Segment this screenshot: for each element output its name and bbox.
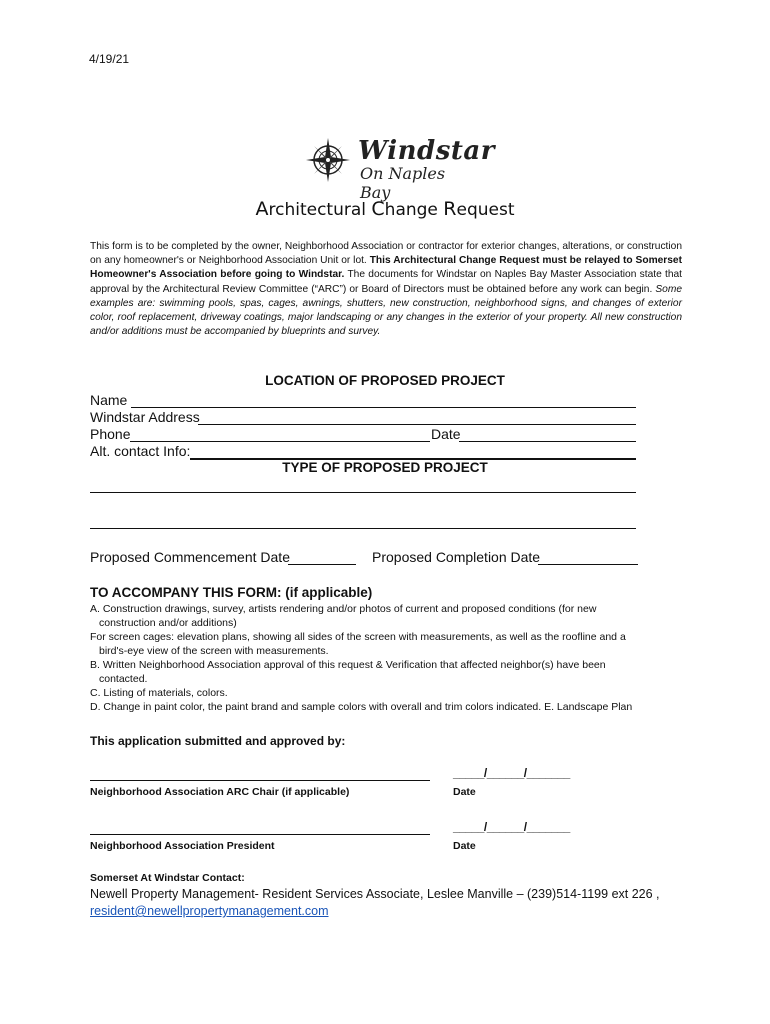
list-item: For screen cages: elevation plans, showing all sides of the screen with measurements, as well as the roofline and a bbox=[90, 631, 626, 643]
contact-info: Newell Property Management- Resident Services Associate, Leslee Manville – (239)514-1199 ext 226 , bbox=[90, 887, 660, 901]
title-letter-r: R bbox=[443, 198, 457, 220]
title-letter-c: C bbox=[371, 198, 385, 220]
page-title bbox=[0, 198, 770, 220]
alt-contact-field[interactable] bbox=[190, 443, 636, 460]
address-label: Windstar Address bbox=[90, 409, 200, 425]
list-item: C. Listing of materials, colors. bbox=[90, 687, 228, 699]
logo-wordmark: Windstar bbox=[358, 136, 495, 166]
list-item: B. Written Neighborhood Association approval of this request & Verification that affected neighbor(s) have been bbox=[90, 659, 606, 671]
accompany-list bbox=[90, 602, 690, 714]
phone-label: Phone bbox=[90, 426, 131, 442]
date-field[interactable] bbox=[459, 426, 636, 442]
address-field[interactable] bbox=[198, 409, 636, 425]
completion-label: Proposed Completion Date bbox=[372, 549, 541, 565]
name-label: Name bbox=[90, 392, 128, 408]
list-item: construction and/or additions) bbox=[99, 617, 237, 629]
name-field[interactable] bbox=[131, 392, 636, 408]
list-item: contacted. bbox=[99, 673, 148, 685]
commencement-field[interactable] bbox=[288, 549, 356, 565]
intro-paragraph bbox=[90, 240, 682, 339]
arc-chair-label: Neighborhood Association ARC Chair (if applicable) bbox=[90, 786, 350, 798]
title-part-c: hange bbox=[384, 200, 444, 220]
date-label: Date bbox=[431, 426, 461, 442]
arc-chair-signature-field[interactable] bbox=[90, 766, 430, 781]
list-item: D. Change in paint color, the paint brand and sample colors with overall and trim colors indicated. E. Landscape Plan bbox=[90, 701, 633, 713]
intro-italic-text: Some examples are: swimming pools, spas, cages, awnings, shutters, new construction, neighborhood signs, and changes of exterior color, roof replacement, driveway coatings, major landscaping or any changes in the exterior of your property. All new construction and/or additions must be accompanied by blueprints and survey. bbox=[90, 283, 682, 338]
president-date-field[interactable]: _____/______/_______ bbox=[453, 820, 570, 834]
type-heading: TYPE OF PROPOSED PROJECT bbox=[282, 460, 488, 475]
president-signature-field[interactable] bbox=[90, 820, 430, 835]
date-stamp: 4/19/21 bbox=[89, 52, 130, 66]
commencement-label: Proposed Commencement Date bbox=[90, 549, 290, 565]
location-heading: LOCATION OF PROPOSED PROJECT bbox=[265, 373, 505, 388]
title-part-r: equest bbox=[456, 200, 515, 220]
type-line-2[interactable] bbox=[90, 513, 636, 529]
accompany-heading: TO ACCOMPANY THIS FORM: (if applicable) bbox=[90, 585, 373, 600]
compass-rose-icon bbox=[306, 136, 350, 186]
intro-text-1: This form is to be completed by the owner, Neighborhood Association or contractor for exterior changes, alterations, or construction on any homeowner's or Neighborhood Association Unit or lot. bbox=[90, 241, 682, 267]
intro-bold-text: This Architectural Change Request must be relayed to Somerset Homeowner's Association before going to Windstar. bbox=[90, 255, 682, 281]
contact-email-link[interactable]: resident@newellpropertymanagement.com bbox=[90, 904, 329, 918]
title-letter-a: A bbox=[255, 198, 269, 220]
intro-text-2: The documents for Windstar on Naples Bay Master Association state that approval by the Architectural Review Committee (“ARC”) or Board of Directors must be obtained before any work can begin. bbox=[90, 269, 683, 295]
list-item: bird's-eye view of the screen with measurements. bbox=[99, 645, 329, 657]
arc-chair-date-label: Date bbox=[453, 786, 476, 798]
president-label: Neighborhood Association President bbox=[90, 840, 275, 852]
arc-chair-date-field[interactable]: _____/______/_______ bbox=[453, 766, 570, 780]
president-date-label: Date bbox=[453, 840, 476, 852]
list-item: A. Construction drawings, survey, artists rendering and/or photos of current and proposed conditions (for new bbox=[90, 603, 597, 615]
alt-contact-label: Alt. contact Info: bbox=[90, 443, 191, 459]
contact-heading: Somerset At Windstar Contact: bbox=[90, 872, 245, 884]
phone-field[interactable] bbox=[130, 426, 430, 442]
windstar-logo bbox=[306, 134, 495, 202]
type-line-1[interactable] bbox=[90, 477, 636, 493]
completion-field[interactable] bbox=[538, 549, 638, 565]
logo-subtitle: On Naples Bay bbox=[360, 164, 446, 202]
title-part-a: rchitectural bbox=[268, 200, 372, 220]
approval-heading: This application submitted and approved by: bbox=[90, 734, 346, 748]
